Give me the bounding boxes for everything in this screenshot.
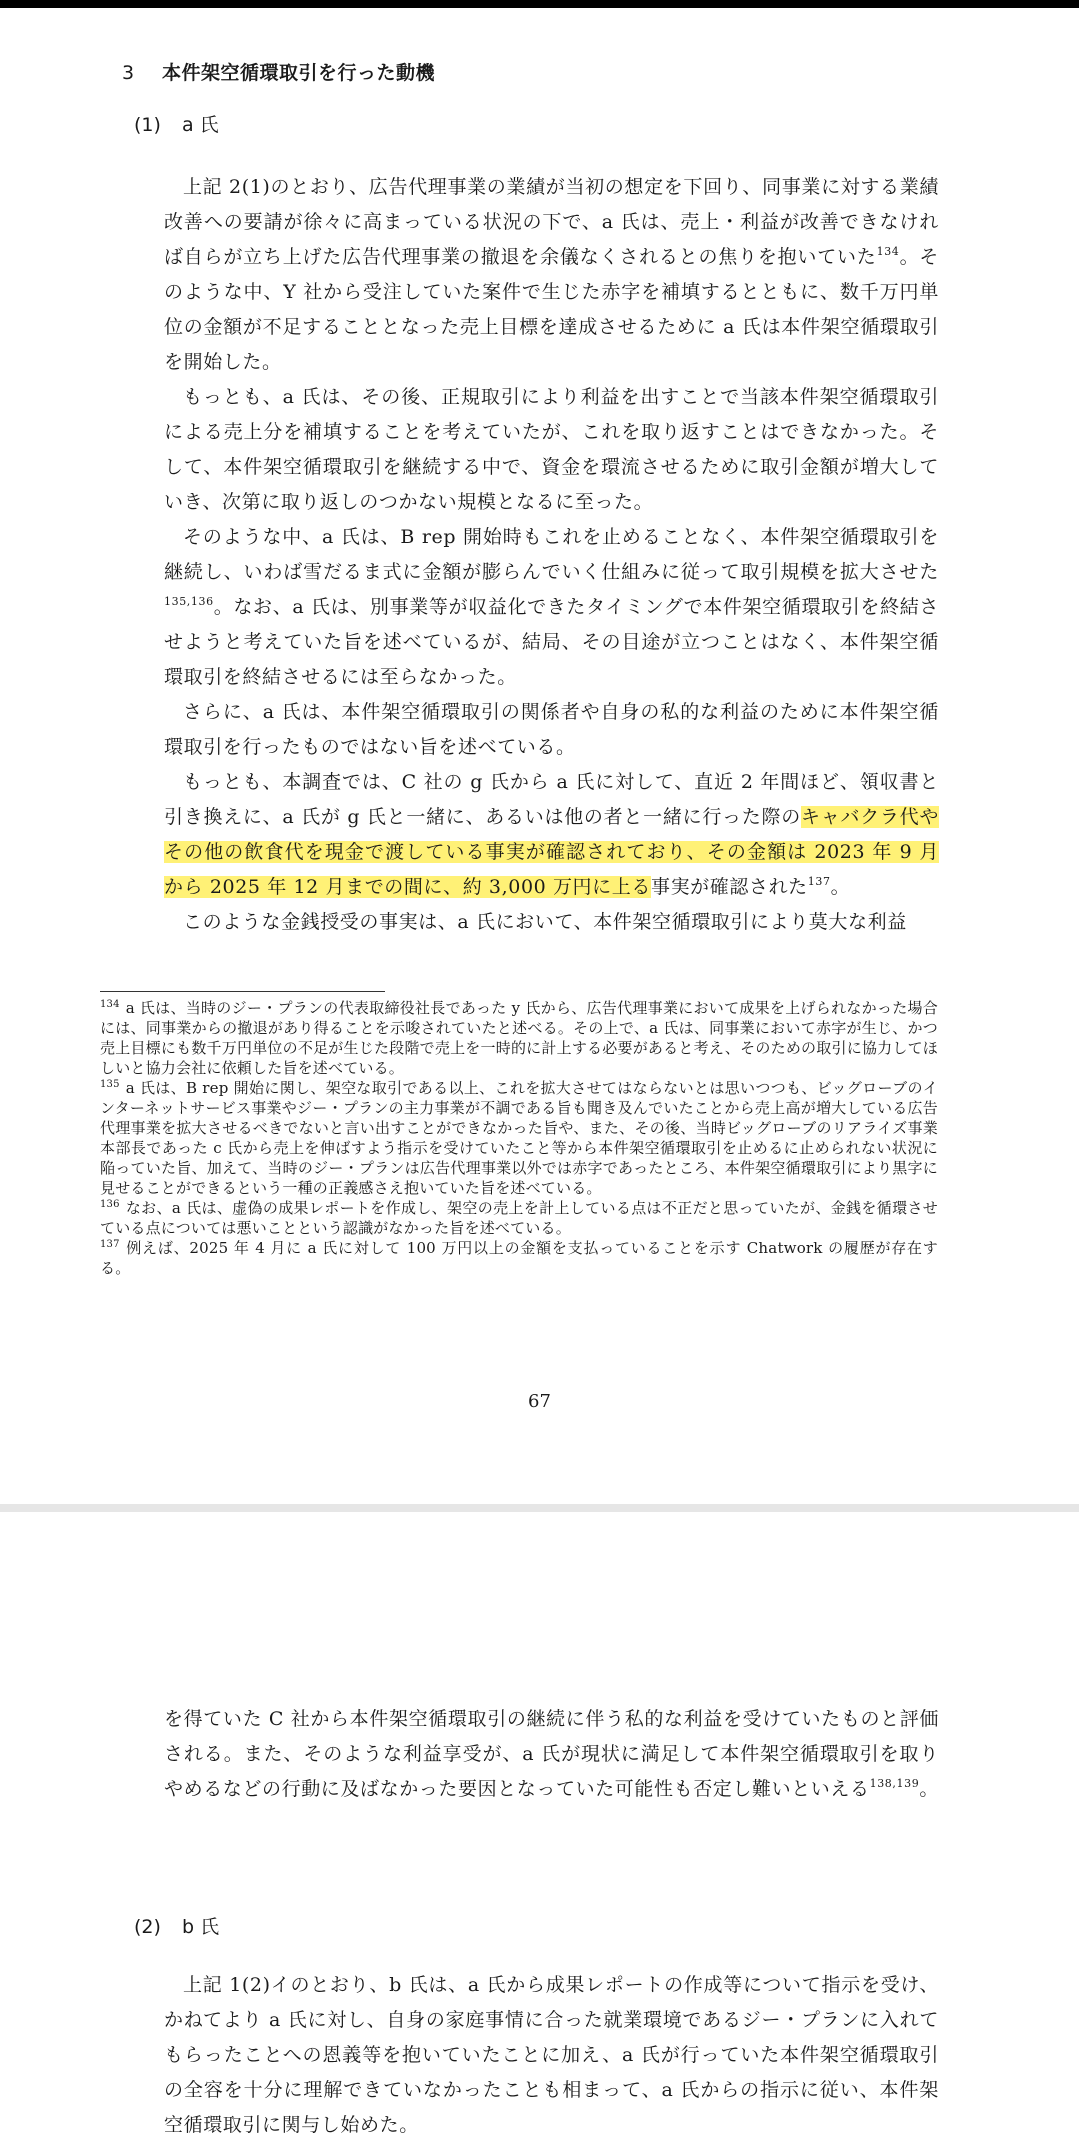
footnote — [100, 1078, 938, 1198]
paragraph-end: 。 — [919, 1778, 939, 1800]
footnote-number: 137 — [100, 1239, 120, 1250]
footnote-text: a 氏は、B rep 開始に関し、架空な取引である以上、これを拡大させてはならないとは思いつつも、ビッグローブのインターネットサービス事業やジー・プランの主力事業が不調である旨も聞き及んでいたことから売上高が増大している広告代理事業を拡大させるべきでないと言い出すことができなかった旨や、また、その後、当時ビッグローブのリアライズ事業本部長であった c 氏から売上を伸ばすよう指示を受けていたこと等から本件架空循環取引を止めるに止められない状況に陥っていた旨、加えて、当時のジー・プランは広告代理事業以外では赤字であったところ、本件架空循環取引により黒字に見せることができるという一種の正義感さえ抱いていた旨を述べている。 — [100, 1079, 938, 1197]
footnote-number: 135 — [100, 1079, 120, 1090]
paragraph — [164, 765, 939, 905]
subsection-number: (2) — [134, 1916, 161, 1938]
continuation-paragraph — [164, 1702, 939, 1807]
document-page-68 — [0, 1512, 1079, 2136]
footnote-text: なお、a 氏は、虚偽の成果レポートを作成し、架空の売上を計上している点は不正だと思っていたが、金銭を循環させている点については悪いことという認識がなかった旨を述べている。 — [100, 1199, 938, 1237]
footnote — [100, 998, 938, 1078]
paragraph-text: さらに、a 氏は、本件架空循環取引の関係者や自身の私的な利益のために本件架空循環取引を行ったものではない旨を述べている。 — [164, 701, 939, 758]
section-number: 3 — [122, 62, 135, 84]
footnote-reference: 134 — [876, 245, 900, 258]
document-page-67 — [0, 8, 1079, 1504]
footnote — [100, 1198, 938, 1238]
paragraph-text: 上記 2(1)のとおり、広告代理事業の業績が当初の想定を下回り、同事業に対する業績改善への要請が徐々に高まっている状況の下で、a 氏は、売上・利益が改善できなければ自らが立ち上げた広告代理事業の撤退を余儀なくされるとの焦りを抱いていた — [164, 176, 939, 268]
subsection-number: (1) — [134, 114, 161, 136]
footnote-reference: 137 — [807, 875, 831, 888]
subsection-heading-b — [134, 1912, 219, 1939]
paragraph-text: 。 — [830, 876, 851, 898]
paragraph — [164, 520, 939, 695]
paragraph — [164, 170, 939, 380]
paragraph-text: もっとも、本調査では、C 社の g 氏から a 氏に対して、直近 2 年間ほど、領収書と引き換えに、a 氏が g 氏と一緒に、あるいは他の者と一緒に行った際の — [164, 771, 939, 828]
paragraph — [164, 380, 939, 520]
subsection-heading-a — [134, 110, 219, 137]
footnote — [100, 1238, 938, 1278]
footnotes — [100, 998, 938, 1278]
page-number: 67 — [528, 1391, 551, 1412]
section-title: 本件架空循環取引を行った動機 — [162, 62, 436, 84]
footnote-separator — [100, 991, 385, 992]
subsection-title: a 氏 — [182, 114, 219, 136]
paragraph — [164, 905, 939, 940]
paragraph: 上記 1(2)イのとおり、b 氏は、a 氏から成果レポートの作成等について指示を受け、かねてより a 氏に対し、自身の家庭事情に合った就業環境であるジー・プランに入れてもらったことへの恩義等を抱いていたことに加え、a 氏が行っていた本件架空循環取引の全容を十分に理解できていなかったことも相まって、a 氏からの指示に従い、本件架空循環取引に関与し始めた。 — [164, 1974, 939, 2136]
paragraph — [164, 695, 939, 765]
footnote-reference: 138,139 — [869, 1777, 920, 1790]
page-gap — [0, 1504, 1079, 1512]
paragraph-text: 事実が確認された — [650, 876, 808, 898]
paragraph-text: 。そのような中、Y 社から受注していた案件で生じた赤字を補填するとともに、数千万円単位の金額が不足することとなった売上目標を達成させるために a 氏は本件架空循環取引を開始した。 — [164, 246, 939, 373]
top-bar — [0, 0, 1079, 8]
footnote-reference: 135,136 — [164, 595, 214, 608]
paragraph-text: 。なお、a 氏は、別事業等が収益化できたタイミングで本件架空循環取引を終結させようと考えていた旨を述べているが、結局、その目途が立つことはなく、本件架空循環取引を終結させるには至らなかった。 — [164, 596, 939, 688]
paragraph-text: もっとも、a 氏は、その後、正規取引により利益を出すことで当該本件架空循環取引による売上分を補填することを考えていたが、これを取り返すことはできなかった。そして、本件架空循環取引を継続する中で、資金を環流させるために取引金額が増大していき、次第に取り返しのつかない規模となるに至った。 — [164, 386, 939, 513]
footnote-text: a 氏は、当時のジー・プランの代表取締役社長であった y 氏から、広告代理事業において成果を上げられなかった場合には、同事業からの撤退があり得ることを示唆されていたと述べる。その上で、a 氏は、同事業において赤字が生じ、かつ売上目標にも数千万円単位の不足が生じた段階で売上を一時的に計上する必要があると考え、そのための取引に協力してほしいと協力会社に依頼した旨を述べている。 — [100, 999, 938, 1077]
footnote-number: 134 — [100, 999, 120, 1010]
paragraph-text: そのような中、a 氏は、B rep 開始時もこれを止めることなく、本件架空循環取引を継続し、いわば雪だるま式に金額が膨らんでいく仕組みに従って取引規模を拡大させた — [164, 526, 939, 583]
footnote-number: 136 — [100, 1199, 120, 1210]
section-heading — [122, 58, 435, 85]
paragraph-text: を得ていた C 社から本件架空循環取引の継続に伴う私的な利益を受けていたものと評価される。また、そのような利益享受が、a 氏が現状に満足して本件架空循環取引を取りやめるなどの行動に及ばなかった要因となっていた可能性も否定し難いといえる — [164, 1708, 939, 1800]
highlighted-text: キャバクラ代やその他の飲食代を現金で渡している事実が確認されており、その金額は 2023 年 9 月から 2025 年 12 月までの間に、約 3,000 万円に上る — [164, 806, 939, 898]
subsection-title: b 氏 — [182, 1916, 220, 1938]
footnote-text: 例えば、2025 年 4 月に a 氏に対して 100 万円以上の金額を支払っていることを示す Chatwork の履歴が存在する。 — [100, 1239, 938, 1277]
paragraph-text: このような金銭授受の事実は、a 氏において、本件架空循環取引により莫大な利益 — [183, 911, 907, 933]
